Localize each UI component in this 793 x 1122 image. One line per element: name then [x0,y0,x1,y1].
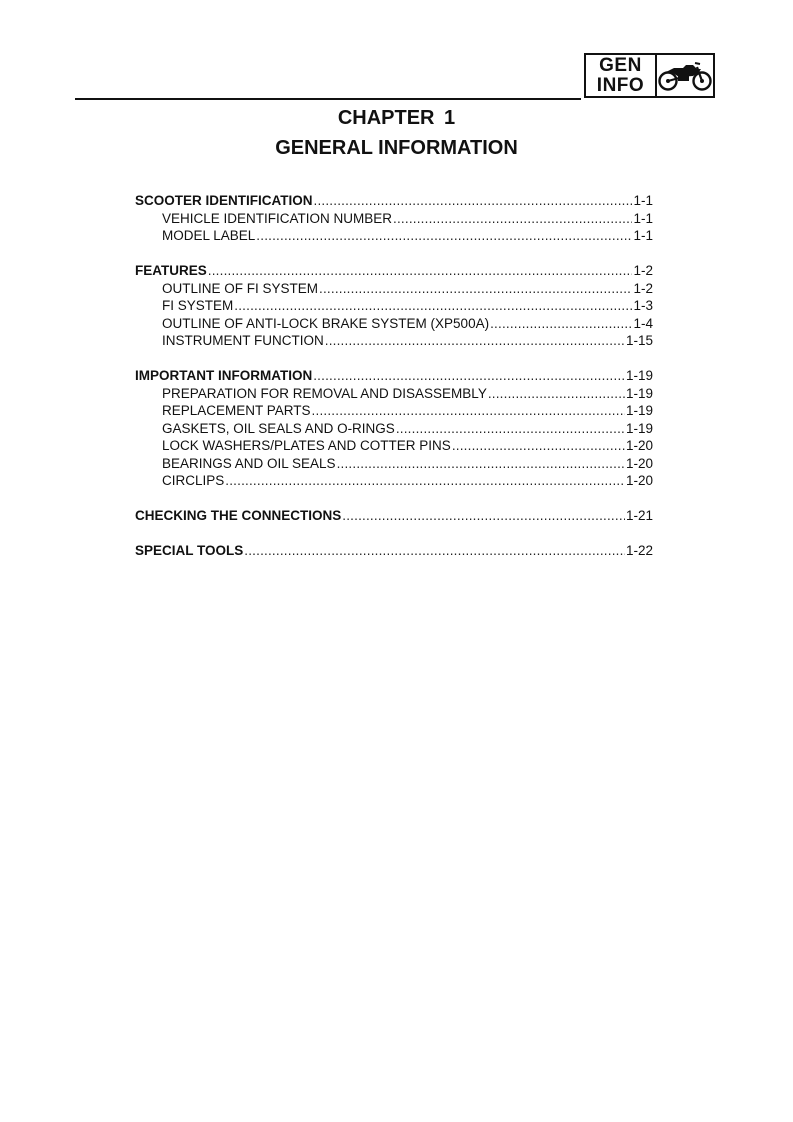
section-tab-label [586,55,657,96]
dot-leader [208,262,633,280]
chapter-number: CHAPTER 1 [337,107,456,129]
toc-entry-section[interactable] [135,192,653,210]
toc-section [135,367,653,490]
dot-leader [342,507,625,525]
toc-entry-title: PREPARATION FOR REMOVAL AND DISASSEMBLY [162,385,487,401]
toc-page-number: 1-21 [625,508,653,523]
dot-leader [488,385,625,403]
toc-entry-title: REPLACEMENT PARTS [162,403,311,418]
toc-section [135,262,653,350]
toc-entry-title: SPECIAL TOOLS [135,543,244,558]
toc-entry-title: CIRCLIPS [162,473,225,488]
toc-page-number: 1-19 [625,385,653,401]
motorcycle-icon [657,59,713,93]
toc-entry-subsection[interactable] [135,297,653,315]
toc-entry-title: CHECKING THE CONNECTIONS [135,508,342,523]
toc-entry-subsection[interactable] [135,385,653,403]
toc-section [135,507,653,525]
toc-page-number: 1-4 [633,315,653,331]
toc-section [135,192,653,245]
toc-page-number: 1-2 [633,263,653,278]
dot-leader [225,472,625,490]
toc-entry-subsection[interactable] [135,472,653,490]
dot-leader [313,367,625,385]
toc-entry-subsection[interactable] [135,332,653,350]
chapter-title: GENERAL INFORMATION [275,137,518,159]
section-tab-line1: GEN [599,54,642,76]
toc-entry-title: SCOOTER IDENTIFICATION [135,193,313,208]
toc-entry-title: GASKETS, OIL SEALS AND O-RINGS [162,420,395,436]
toc-entry-subsection[interactable] [135,210,653,228]
toc-page-number: 1-19 [625,368,653,383]
section-tab-line2: INFO [596,74,645,96]
toc-page-number: 1-19 [625,403,653,418]
toc-page-number: 1-2 [633,280,653,296]
dot-leader [452,437,625,455]
toc-page-number: 1-1 [633,210,653,226]
toc-page-number: 1-20 [625,473,653,488]
toc-entry-section[interactable] [135,367,653,385]
dot-leader [393,210,632,228]
toc-entry-section[interactable] [135,507,653,525]
dot-leader [312,402,625,420]
toc-entry-title: VEHICLE IDENTIFICATION NUMBER [162,210,393,226]
toc-page-number: 1-1 [633,228,653,243]
header-rule [75,98,581,100]
section-tab [584,53,715,98]
toc-entry-title: LOCK WASHERS/PLATES AND COTTER PINS [162,438,451,453]
dot-leader [490,315,632,333]
dot-leader [396,420,625,438]
dot-leader [244,542,625,560]
dot-leader [314,192,633,210]
toc-entry-subsection[interactable] [135,227,653,245]
toc-page-number: 1-19 [625,420,653,436]
dot-leader [337,455,625,473]
toc-entry-subsection[interactable] [135,402,653,420]
toc-entry-title: OUTLINE OF FI SYSTEM [162,280,319,296]
toc-entry-title: INSTRUMENT FUNCTION [162,333,324,348]
dot-leader [319,280,632,298]
toc-section [135,542,653,560]
toc-page-number: 1-20 [625,438,653,453]
dot-leader [325,332,625,350]
toc-page-number: 1-1 [633,193,653,208]
toc-entry-subsection[interactable] [135,420,653,438]
toc-page-number: 1-3 [633,298,653,313]
toc-page-number: 1-15 [625,333,653,348]
toc-entry-title: FEATURES [135,263,207,278]
toc-entry-subsection[interactable] [135,437,653,455]
toc-entry-title: FI SYSTEM [162,298,234,313]
toc-entry-title: IMPORTANT INFORMATION [135,368,313,383]
toc-entry-subsection[interactable] [135,280,653,298]
toc-entry-section[interactable] [135,542,653,560]
toc-entry-section[interactable] [135,262,653,280]
toc-entry-subsection[interactable] [135,315,653,333]
toc-entry-title: BEARINGS AND OIL SEALS [162,455,336,471]
toc-page-number: 1-22 [625,543,653,558]
dot-leader [234,297,632,315]
dot-leader [256,227,632,245]
toc-entry-title: OUTLINE OF ANTI-LOCK BRAKE SYSTEM (XP500A) [162,315,490,331]
table-of-contents [135,192,653,577]
toc-page-number: 1-20 [625,455,653,471]
toc-entry-title: MODEL LABEL [162,228,256,243]
toc-entry-subsection[interactable] [135,455,653,473]
